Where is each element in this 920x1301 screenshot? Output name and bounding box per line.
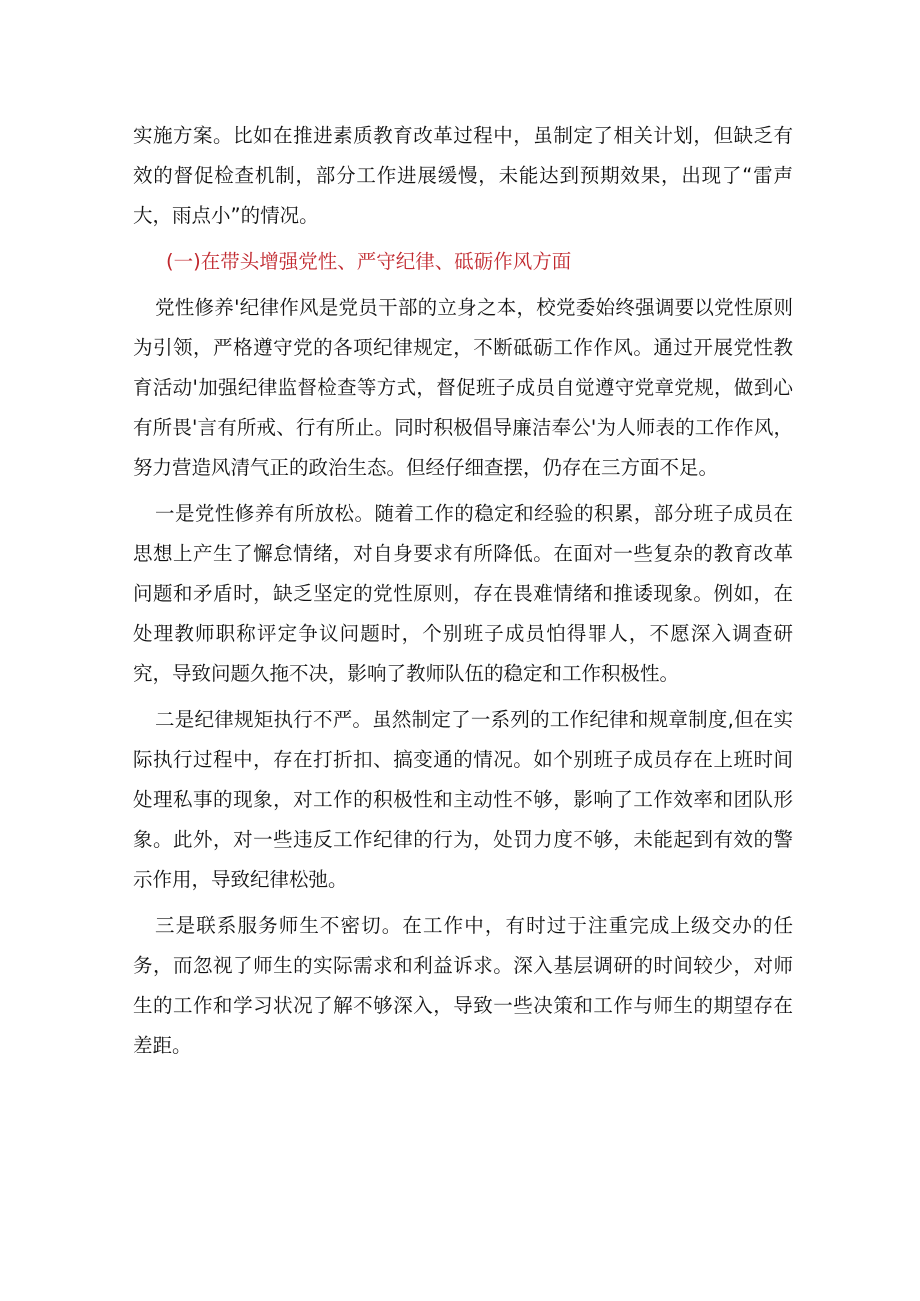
paragraph-point-three: 三是联系服务师生不密切。在工作中，有时过于注重完成上级交办的任务，而忽视了师生的实际需求和利益诉求。深入基层调研的时间较少，对师生的工作和学习状况了解不够深入，导致一些决策和工作与师生的期望存在差距。 (133, 914, 793, 1057)
paragraph-point-one: 一是党性修养有所放松。随着工作的稳定和经验的积累，部分班子成员在思想上产生了懈怠情绪，对自身要求有所降低。在面对一些复杂的教育改革问题和矛盾时，缺乏坚定的党性原则，存在畏难情绪和推诿现象。例如，在处理教师职称评定争议问题时，个别班子成员怕得罪人，不愿深入调查研究，导致问题久拖不决，影响了教师队伍的稳定和工作积极性。 (133, 502, 793, 685)
paragraph-point-two: 二是纪律规矩执行不严。虽然制定了一系列的工作纪律和规章制度,但在实际执行过程中，存在打折扣、搞变通的情况。如个别班子成员存在上班时间处理私事的现象，对工作的积极性和主动性不够，影响了工作效率和团队形象。此外，对一些违反工作纪律的行为，处罚力度不够，未能起到有效的警示作用，导致纪律松弛。 (133, 708, 793, 891)
paragraph-party-spirit-intro: 党性修养'纪律作风是党员干部的立身之本，校党委始终强调要以党性原则为引领，严格遵守党的各项纪律规定，不断砥砺工作作风。通过开展党性教育活动'加强纪律监督检查等方式，督促班子成员自觉遵守党章党规，做到心有所畏'言有所戒、行有所止。同时积极倡导廉洁奉公'为人师表的工作作风，努力营造风清气正的政治生态。但经仔细查摆，仍存在三方面不足。 (133, 296, 793, 479)
section-heading: (一)在带头增强党性、严守纪律、砥砺作风方面 (166, 250, 572, 273)
document-body (133, 116, 793, 1072)
paragraph-continuation: 实施方案。比如在推进素质教育改革过程中，虽制定了相关计划，但缺乏有效的督促检查机制，部分工作进展缓慢，未能达到预期效果，出现了“雷声大，雨点小”的情况。 (133, 124, 793, 227)
